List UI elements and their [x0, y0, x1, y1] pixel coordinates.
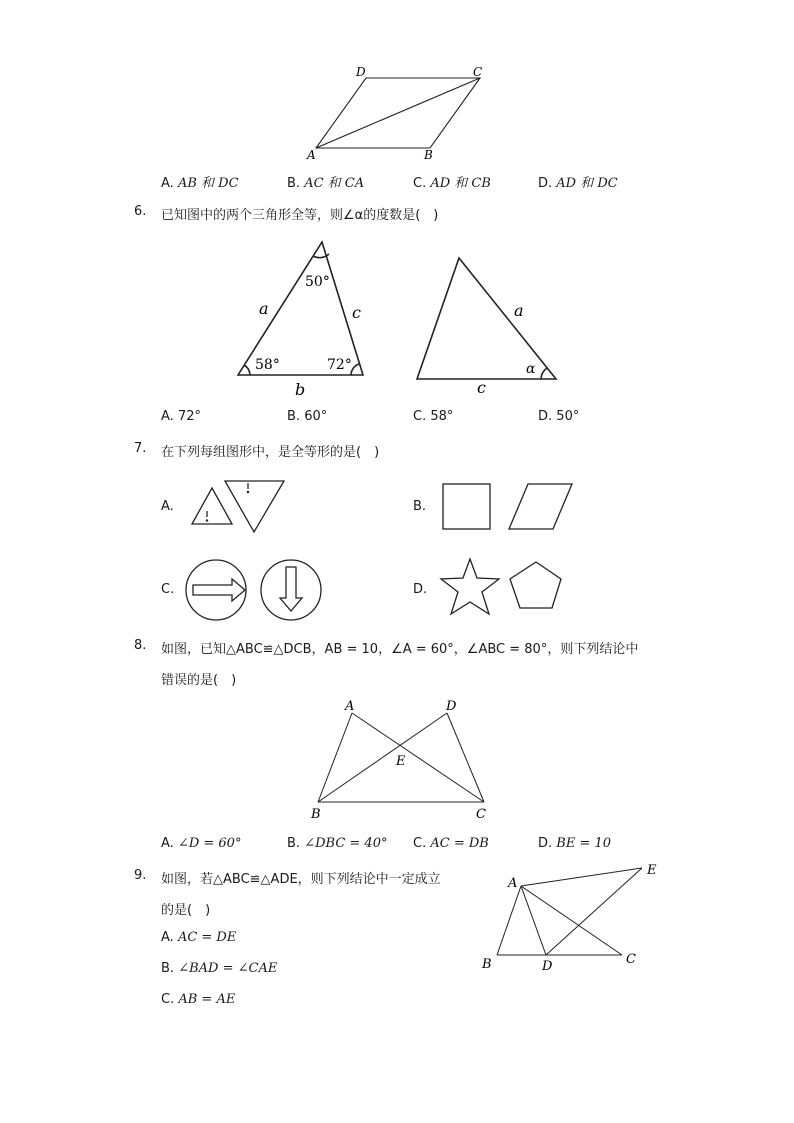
option-letter: A. [161, 409, 174, 424]
q6-side-b-left: b [295, 380, 306, 399]
option-text: ∠D = 60° [177, 836, 242, 851]
q9-stem-line2: 的是( ) [161, 903, 211, 918]
option-letter: A. [161, 499, 174, 514]
q9-label-c: C [626, 952, 636, 967]
q9-label-d: D [542, 959, 553, 974]
q8-stem-line1: 如图，已知△ABC≌△DCB，AB = 10，∠A = 60°，∠ABC = 80°，则下列结论中 [161, 642, 639, 657]
option-text: AC = DB [430, 836, 489, 851]
q5-label-b: B [424, 148, 433, 162]
option-letter: C. [413, 176, 427, 191]
q6-side-a-right: a [514, 301, 524, 320]
option-letter: A. [161, 836, 174, 851]
q5-label-a: A [307, 148, 316, 162]
q7-number: 7. [134, 441, 147, 456]
q9-stem-line1: 如图，若△ABC≌△ADE，则下列结论中一定成立 [161, 872, 441, 887]
q8-label-a: A [345, 699, 355, 714]
option-text: AB 和 DC [177, 176, 239, 191]
option-letter: C. [161, 582, 175, 597]
option-text: ∠DBC = 40° [304, 836, 388, 851]
q5-label-c: C [473, 65, 483, 79]
q9-number: 9. [134, 868, 147, 883]
q6-stem: 已知图中的两个三角形全等，则∠α的度数是( ) [161, 208, 439, 223]
option-text: AC 和 CA [304, 176, 365, 191]
q8-label-c: C [476, 807, 486, 822]
q6-side-c-left: c [352, 303, 361, 322]
q8-label-b: B [311, 807, 321, 822]
q6-angle-left: 58° [255, 357, 280, 373]
option-text: AD 和 CB [430, 176, 491, 191]
option-text: 58° [430, 409, 454, 424]
option-letter: B. [287, 409, 301, 424]
option-letter: A. [161, 176, 174, 191]
option-letter: D. [413, 582, 428, 597]
option-text: AD 和 DC [556, 176, 618, 191]
q6-number: 6. [134, 204, 147, 219]
q8-label-d: D [446, 699, 457, 714]
q6-side-a-left: a [259, 299, 269, 318]
option-letter: D. [538, 836, 553, 851]
option-letter: B. [287, 176, 301, 191]
option-letter: C. [161, 992, 175, 1007]
option-text: 72° [177, 409, 201, 424]
q8-stem-line2: 错误的是( ) [161, 673, 237, 688]
q6-alpha: α [526, 361, 536, 377]
option-letter: C. [413, 409, 427, 424]
q6-side-c-right: c [477, 378, 486, 397]
option-letter: B. [413, 499, 427, 514]
q9-label-a: A [508, 876, 518, 891]
q9-label-e: E [647, 863, 657, 878]
option-text: 50° [556, 409, 580, 424]
q8-label-e: E [396, 754, 406, 769]
option-text: ∠BAD = ∠CAE [178, 961, 278, 976]
option-letter: A. [161, 930, 174, 945]
q7-stem: 在下列每组图形中，是全等形的是( ) [161, 445, 380, 460]
option-text: BE = 10 [556, 836, 612, 851]
option-text: 60° [304, 409, 328, 424]
q6-angle-top: 50° [305, 274, 330, 290]
q6-angle-right: 72° [327, 357, 352, 373]
option-text: AB = AE [178, 992, 236, 1007]
option-letter: D. [538, 409, 553, 424]
option-letter: B. [287, 836, 301, 851]
option-text: AC = DE [177, 930, 237, 945]
option-letter: B. [161, 961, 175, 976]
option-letter: D. [538, 176, 553, 191]
q9-label-b: B [482, 957, 492, 972]
q8-number: 8. [134, 638, 147, 653]
option-letter: C. [413, 836, 427, 851]
q5-label-d: D [356, 65, 366, 79]
